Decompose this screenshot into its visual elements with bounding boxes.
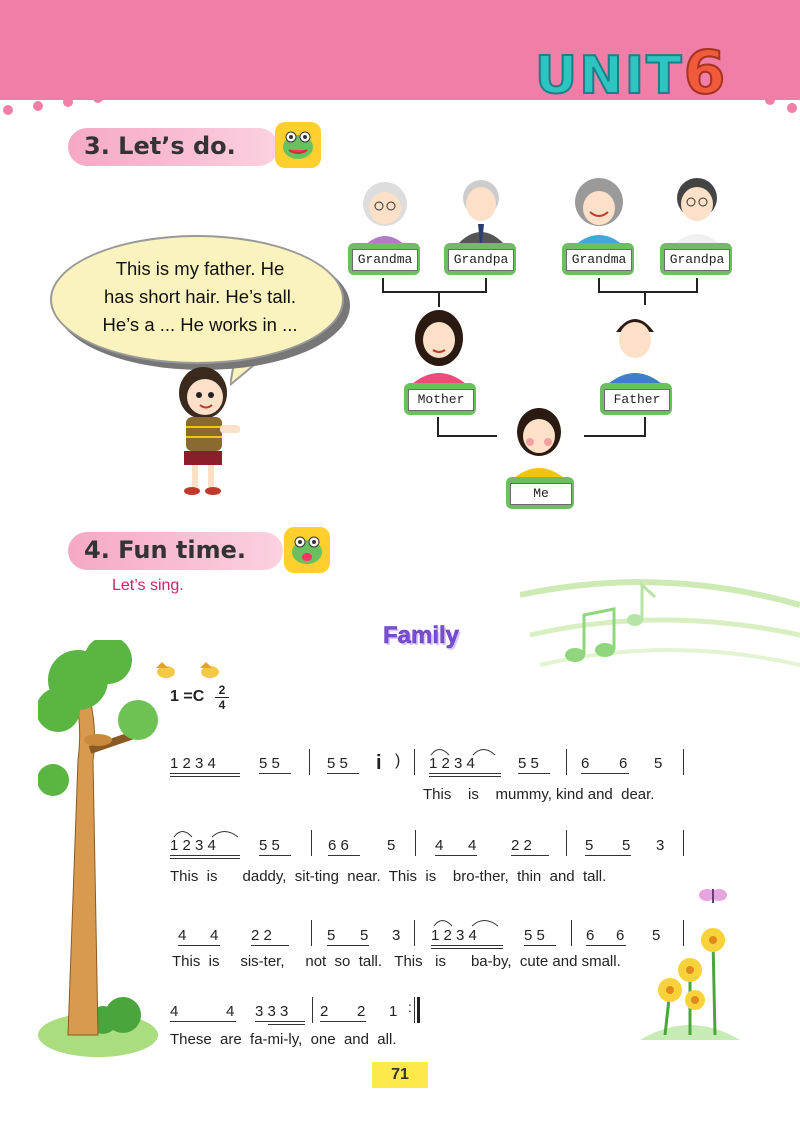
bar-line (415, 830, 416, 856)
notes-group: 1 2 3 4 (170, 755, 216, 772)
notes-group: 5 5 (259, 837, 280, 854)
underline (431, 948, 503, 949)
underline (255, 1021, 305, 1022)
underline (170, 855, 240, 856)
lyrics-row-3: This is sis-ter, not so tall. This is ba-by, cute and small. (172, 953, 621, 970)
final-bar-line (417, 997, 420, 1023)
notes-group: 5 (327, 927, 336, 944)
label-father: Father (604, 389, 670, 411)
page-number: 71 (372, 1062, 428, 1088)
notes-group: 5 (622, 837, 631, 854)
underline (511, 855, 549, 856)
notes-group: 5 5 (327, 755, 348, 772)
underline (170, 773, 240, 774)
notes-group: 1 2 3 4 (429, 755, 475, 772)
slur (432, 915, 504, 927)
bar-line (683, 920, 684, 946)
grandpa-right-portrait (664, 174, 730, 246)
notes-group: 2 2 (251, 927, 272, 944)
notes-group: 6 (616, 927, 625, 944)
notes-group: 3 (656, 837, 665, 854)
speech-line-3: He’s a ... He works in ... (102, 314, 298, 335)
underline (170, 1021, 236, 1022)
underline (259, 855, 291, 856)
underline (170, 776, 240, 777)
song-title: Family (383, 622, 460, 649)
tree-line (438, 291, 440, 307)
tree-line (437, 435, 497, 437)
time-signature (215, 684, 229, 711)
notes-group: i (376, 752, 382, 774)
lets-sing-label: Let’s sing. (112, 577, 184, 594)
key-signature: 1 =C (170, 688, 205, 705)
bar-line (566, 749, 567, 775)
underline (585, 855, 631, 856)
underline (268, 1024, 305, 1025)
notes-group: 3 3 3 (255, 1003, 289, 1020)
underline (328, 855, 360, 856)
notes-group: 1 (389, 1003, 398, 1020)
notes-group: 6 (619, 755, 628, 772)
underline (429, 776, 501, 777)
slur (429, 744, 501, 756)
speech-text (70, 255, 330, 339)
grandma-right-portrait (566, 174, 632, 246)
label-grandma-right: Grandma (566, 249, 632, 271)
notes-group: 5 (652, 927, 661, 944)
birds-icon (152, 660, 227, 684)
underline (259, 773, 291, 774)
bar-line (414, 920, 415, 946)
notes-group: 4 (435, 837, 444, 854)
notes-group: 5 5 (259, 755, 280, 772)
underline (251, 945, 289, 946)
notes-group: 1 2 3 4 (431, 927, 477, 944)
notes-group: 4 (468, 837, 477, 854)
notes-group: 5 (360, 927, 369, 944)
bar-line (309, 749, 310, 775)
bar-line (571, 920, 572, 946)
bar-line (311, 830, 312, 856)
label-grandpa-left: Grandpa (448, 249, 514, 271)
tree-line (437, 417, 439, 437)
time-sig-bottom: 4 (218, 698, 226, 712)
speech-line-1: This is my father. He (115, 258, 285, 279)
notes-group: 4 (226, 1003, 235, 1020)
notes-group: 6 (581, 755, 590, 772)
underline (327, 945, 369, 946)
bar-line (683, 830, 684, 856)
notes-group: 4 (178, 927, 187, 944)
repeat-dots: : (408, 999, 412, 1015)
mother-portrait (406, 306, 472, 384)
notes-group: 4 (170, 1003, 179, 1020)
notes-group: 2 2 (511, 837, 532, 854)
girl-illustration (168, 365, 243, 505)
section-3-header (68, 128, 278, 166)
lyrics-row-4: These are fa-mi-ly, one and all. (170, 1031, 397, 1048)
underline (518, 773, 550, 774)
tree-line (584, 435, 646, 437)
lyrics-row-1: This is mummy, kind and dear. (423, 786, 655, 803)
notes-group: 4 (210, 927, 219, 944)
notes-group: 5 (654, 755, 663, 772)
underline (170, 858, 240, 859)
flowers-icon (635, 880, 745, 1050)
label-mother: Mother (408, 389, 474, 411)
frog-badge-icon (284, 527, 330, 573)
grandma-left-portrait (352, 176, 418, 248)
notes-group: 2 (357, 1003, 366, 1020)
label-grandpa-right: Grandpa (664, 249, 730, 271)
father-portrait (602, 306, 668, 384)
me-portrait (508, 402, 570, 478)
butterfly-icon (698, 885, 728, 909)
tree-line (696, 278, 698, 292)
unit-title: UNIT6 (535, 38, 728, 108)
notes-group: 5 5 (518, 755, 539, 772)
underline (320, 1021, 366, 1022)
breath-mark: ) (395, 752, 401, 769)
underline (327, 773, 359, 774)
music-notes-icon (520, 575, 800, 695)
underline (524, 945, 556, 946)
tree-line (644, 291, 646, 305)
notes-group: 6 (586, 927, 595, 944)
tree-line (485, 278, 487, 292)
underline (581, 773, 629, 774)
notes-group: 5 (387, 837, 396, 854)
label-grandma-left: Grandma (352, 249, 418, 271)
tree-line (644, 417, 646, 437)
tree-line (382, 278, 384, 292)
notes-group: 5 (585, 837, 594, 854)
underline (586, 945, 626, 946)
lyrics-row-2: This is daddy, sit-ting near. This is bro-ther, thin and tall. (170, 868, 607, 885)
time-sig-top: 2 (218, 683, 226, 697)
bar-line (566, 830, 567, 856)
bar-line (414, 749, 415, 775)
underline (178, 945, 220, 946)
bar-line (312, 997, 313, 1023)
notes-group: 6 6 (328, 837, 349, 854)
notes-group: 3 (392, 927, 401, 944)
label-me: Me (510, 483, 572, 505)
grandpa-left-portrait (448, 174, 514, 246)
frog-badge-icon (275, 122, 321, 168)
notes-group: 2 (320, 1003, 329, 1020)
underline (435, 855, 477, 856)
section-4-header (68, 532, 283, 570)
bar-line (414, 997, 415, 1023)
speech-line-2: has short hair. He’s tall. (104, 286, 296, 307)
bar-line (311, 920, 312, 946)
underline (431, 945, 503, 946)
tree-line (598, 278, 600, 292)
bar-line (683, 749, 684, 775)
notes-group: 5 5 (524, 927, 545, 944)
unit-number: 6 (683, 38, 728, 108)
underline (429, 773, 501, 774)
notes-group: 1 2 3 4 (170, 837, 216, 854)
section-3-title: 3. Let’s do. (84, 132, 236, 160)
section-4-title: 4. Fun time. (84, 536, 246, 564)
tree-line (382, 291, 487, 293)
tree-line (598, 291, 698, 293)
